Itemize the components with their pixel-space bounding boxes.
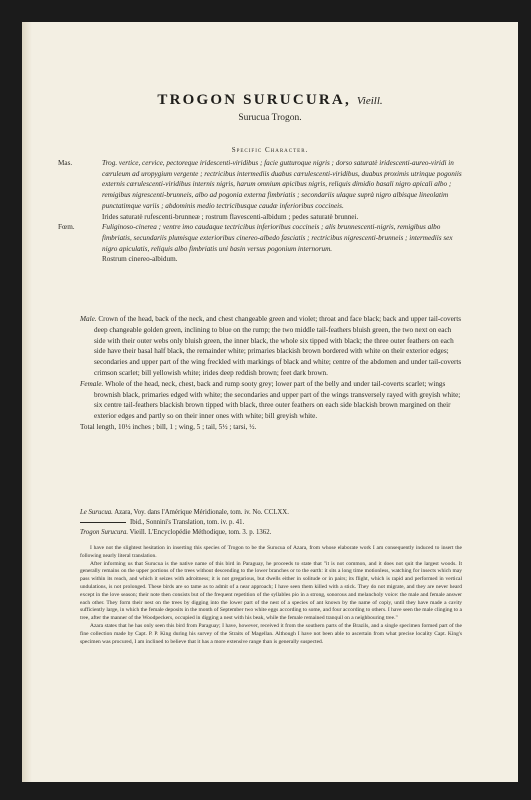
book-page [22,22,518,782]
measurements: Total length, 10½ inches ; bill, 1 ; wing, 5 ; tail, 5½ ; tarsi, ½. [80,422,257,431]
latin-female: Fœm. Fuliginoso-cinerea ; ventre imo caudaque tectricibus inferioribus coccineis ; alis brunnescenti-nigris, remigibus albo fimbriatis, secundariis plumisque exterioribus cinereo-albedo fasciatis ; rectricibus nigrescenti-brunneis ; intermediis sex nigro apiculatis, reliquis albo fimbriatis uni basin versus pogonium internorum. [58,223,453,253]
male-description: Male. Crown of the head, back of the neck, and chest changeable green and violet; throat and face black; back and upper tail-coverts deep changeable golden green, inclining to blue on the rump; the two middle tail-feathers bluish green, the two next on each side with their outer webs only bluish green, the inner black, the whole six tipped with black; the three outer feathers on each side have their basal half black, the remainder white; primaries blackish brown bordered with white on their exterior edges; secondaries and upper part of the wing freckled with markings of black and white; centre of the abdomen and under tail-coverts crimson scarlet; bill yellowish white; irides deep reddish brown; feet dark brown. [80,315,462,377]
title-species: TROGON SURUCURA, [157,92,351,108]
latin-male: Mas. Trog. vertice, cervice, pectoreque iridescenti-viridibus ; facie gutturoque nigris ; dorso saturatè iridescenti-aureo-viridi in cæruleum ad uropygium vergente ; rectricibus intermediis duabus cærulescenti-viridibus, duabus proximis utrinque pogoniis externis cærulescenti-viridibus internis nigris, harum omnium apicibus nigris, reliquis dimidio basali nigro apicali albo ; remigibus nigrescenti-brunneis, albo ad pogonia externa fimbriatis ; secondariis ulaque suprà nigro albisque lineolatim punctatimque variis ; abdominis medio tectricibusque caudæ inferioribus coccineis. [58,159,462,210]
reference-item: Le Surucua. Azara, Voy. dans l'Amérique Méridionale, tom. iv. No. CCLXX. [80,509,289,516]
title-author: Vieill. [356,95,383,107]
latin-male-iris: Irides saturatè rufescenti-brunneæ ; rostrum flavescenti-albidum ; pedes saturatè brunnei. [102,212,359,221]
references [80,508,462,539]
latin-description [58,158,462,265]
common-name: Surucua Trogon. [238,113,302,123]
latin-female-rostrum: Rostrum cinereo-albidum. [102,255,178,264]
latin-male-label: Mas. [58,159,73,167]
female-label: Female. [80,379,104,388]
paragraph: Azara states that he has only seen this bird from Paraguay; I have, however, received it from the southern parts of the Brazils, and a single specimen formed part of the fine collection made by Capt. P. P. King during his survey of the Straits of Magellan. Although I have not been able to ascertain from what precise locality Capt. King's specimen was procured, I am inclined to believe that it has a more extensive range than is generally suspected. [80,622,462,645]
ditto-rule [80,522,126,523]
reference-item: Trogon Surucura. Vieill. L'Encyclopédie Méthodique, tom. 3. p. 1362. [80,529,272,537]
female-description: Female. Whole of the head, neck, chest, back and rump sooty grey; lower part of the belly and under tail-coverts scarlet; wings brownish black, primaries edged with white; the secondaries and upper part of the wings transversely rayed with greyish white; six centre tail-feathers blackish brown tipped with black, three outer feathers on each side blackish brown margined on their exterior edges and partly so on their inner ones with white; bill greyish white. [80,379,461,421]
reference-item: Ibid., Sonnini's Translation, tom. iv. p. 41. [80,518,462,528]
paragraph: After informing us that Surucua is the native name of this bird in Paraguay, he proceeds to state that "it is not common, and it does not quit the largest woods. It generally remains on the upper portions of the trees without descending to the lower branches or to the earth: it sits a long time motionless, watching for insects which may pass within its reach, and which it seizes with adroitness; it is not gregarious, but dwells either in solitude or in pairs; its flight, which is rapid and performed in vertical undulations, is not prolonged. These birds are so tame as to admit of a near approach; I have seen them killed with a stick. They do not migrate, and they are never heard except in the love season; their note then consists but of the frequent repetition of the syllables pio in a strong, sonorous and melancholy voice: the male and female answer each other. They form their nest on the trees by digging into the lower part of the nest of a species of ant known by the name of copiy, until they have made a cavity sufficiently large, in which the female deposits in the month of September two white eggs according to some, and four according to others. I have seen the male clinging to a tree, after the manner of the Woodpeckers, occupied in digging a nest with his beak, while the female remained tranquil on a neighbouring tree." [80,560,462,622]
english-description [80,314,462,433]
page-gutter [22,22,32,782]
paragraph: I have not the slightest hesitation in inserting this species of Trogon to be the Surucua of Azara, from whose elaborate work I am consequently induced to insert the following nearly literal translation. [80,545,462,559]
male-label: Male. [80,315,97,323]
body-text [80,545,462,646]
page-title [22,92,518,109]
section-heading: Specific Character. [231,146,309,154]
latin-female-label: Fœm. [58,223,75,232]
